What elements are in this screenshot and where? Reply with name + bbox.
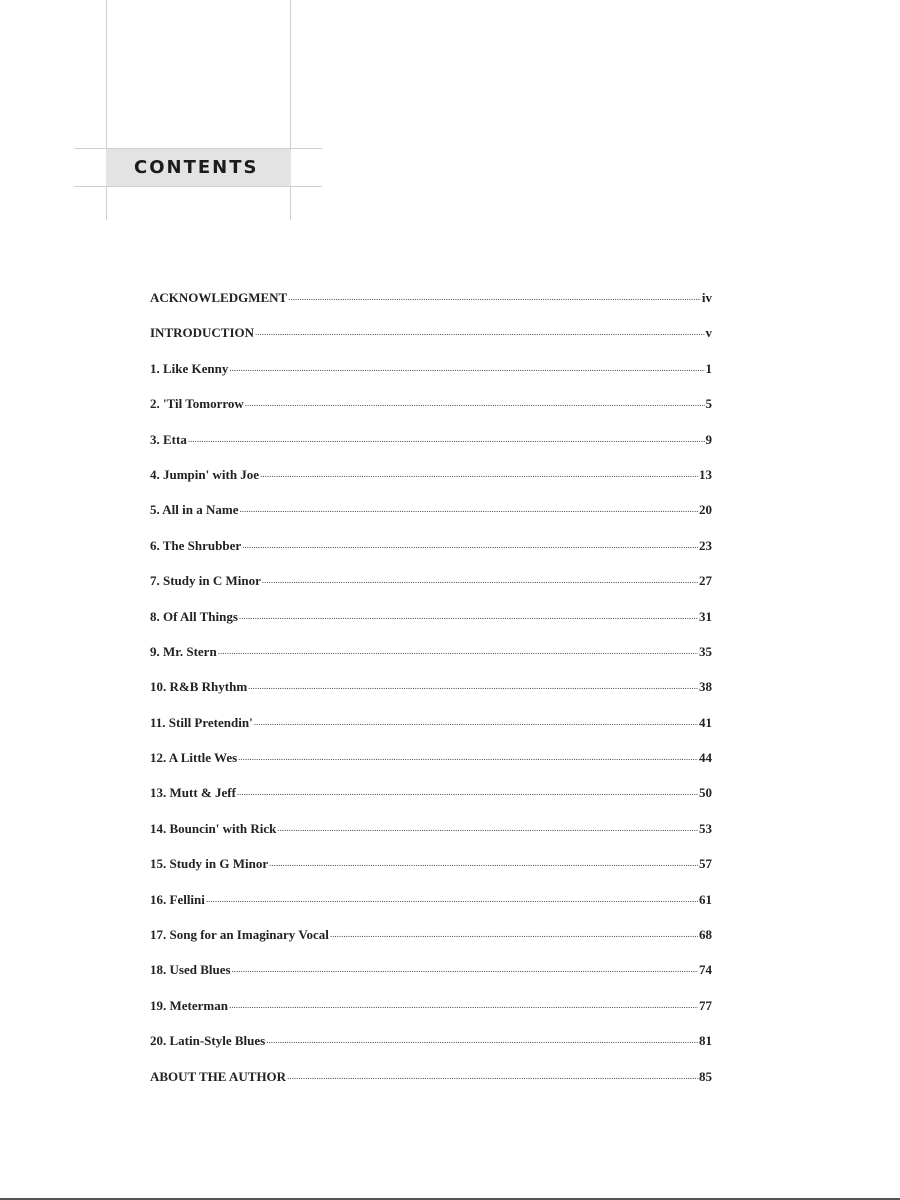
dot-leader (237, 781, 698, 797)
toc-entry-title: 7. Study in C Minor (150, 573, 261, 589)
toc-entry-title: 15. Study in G Minor (150, 856, 269, 872)
toc-entry (150, 392, 712, 427)
toc-entry-page: 5 (705, 396, 712, 412)
toc-entry (150, 428, 712, 463)
toc-entry-title: 20. Latin-Style Blues (150, 1033, 266, 1049)
table-of-contents (150, 286, 712, 1100)
dot-leader (232, 958, 698, 974)
toc-entry-title: 16. Fellini (150, 891, 205, 907)
dot-leader (277, 817, 698, 833)
dot-leader (206, 888, 698, 904)
toc-entry (150, 498, 712, 533)
toc-entry (150, 463, 712, 498)
toc-entry-title: 18. Used Blues (150, 962, 231, 978)
toc-entry-page: 81 (699, 1033, 712, 1049)
toc-entry-title: 12. A Little Wes (150, 750, 238, 766)
toc-entry (150, 357, 712, 392)
dot-leader (269, 852, 698, 868)
toc-entry-page: 20 (699, 502, 712, 518)
toc-entry (150, 321, 712, 356)
toc-entry-page: 13 (699, 466, 712, 482)
toc-entry-title: 3. Etta (150, 431, 187, 447)
dot-leader (262, 569, 698, 585)
crop-line-bottom (74, 186, 322, 187)
toc-entry-page: iv (701, 290, 712, 305)
dot-leader (288, 286, 701, 302)
dot-leader (229, 357, 704, 373)
toc-entry (150, 958, 712, 993)
toc-entry (150, 640, 712, 675)
toc-entry-page: v (705, 325, 712, 341)
dot-leader (287, 1065, 698, 1081)
toc-entry-title: 14. Bouncin' with Rick (150, 820, 277, 836)
toc-entry-page: 31 (699, 608, 712, 624)
toc-entry (150, 711, 712, 746)
toc-entry-page: 35 (699, 643, 712, 659)
dot-leader (266, 1029, 698, 1045)
dot-leader (255, 321, 704, 337)
dot-leader (239, 605, 698, 621)
toc-entry (150, 1065, 712, 1100)
contents-header (0, 0, 330, 230)
toc-entry (150, 1029, 712, 1064)
dot-leader (218, 640, 698, 656)
toc-entry-page: 57 (699, 856, 712, 872)
dot-leader (248, 675, 698, 691)
dot-leader (245, 392, 705, 408)
toc-entry (150, 994, 712, 1029)
toc-entry-title: 10. R&B Rhythm (150, 679, 248, 695)
toc-entry-title: 5. All in a Name (150, 502, 239, 518)
crop-line-left (106, 0, 107, 220)
dot-leader (238, 746, 698, 762)
toc-entry-title: ABOUT THE AUTHOR (150, 1068, 287, 1084)
toc-entry (150, 534, 712, 569)
toc-entry-page: 1 (705, 360, 712, 376)
toc-entry (150, 569, 712, 604)
toc-entry-page: 61 (699, 891, 712, 907)
toc-entry-title: ACKNOWLEDGMENT (150, 290, 288, 305)
toc-entry-title: 4. Jumpin' with Joe (150, 466, 260, 482)
toc-entry (150, 781, 712, 816)
toc-entry-page: 74 (699, 962, 712, 978)
toc-entry-page: 53 (699, 820, 712, 836)
dot-leader (188, 428, 705, 444)
toc-entry-title: 6. The Shrubber (150, 537, 242, 553)
toc-entry (150, 817, 712, 852)
toc-entry-page: 38 (699, 679, 712, 695)
toc-entry-title: 2. 'Til Tomorrow (150, 396, 244, 412)
toc-entry-page: 9 (705, 431, 712, 447)
toc-entry-title: 19. Meterman (150, 997, 228, 1013)
dot-leader (330, 923, 698, 939)
toc-entry-title: INTRODUCTION (150, 325, 255, 341)
toc-entry-title: 11. Still Pretendin' (150, 714, 253, 730)
crop-line-right (290, 0, 291, 220)
dot-leader (242, 534, 698, 550)
toc-entry-page: 23 (699, 537, 712, 553)
toc-entry (150, 923, 712, 958)
toc-entry (150, 852, 712, 887)
toc-entry (150, 746, 712, 781)
dot-leader (239, 498, 698, 514)
toc-entry-page: 44 (699, 750, 712, 766)
toc-entry-page: 77 (699, 997, 712, 1013)
toc-entry (150, 605, 712, 640)
toc-entry-page: 41 (699, 714, 712, 730)
toc-entry (150, 675, 712, 710)
dot-leader (260, 463, 698, 479)
toc-entry (150, 286, 712, 321)
toc-entry-title: 1. Like Kenny (150, 360, 229, 376)
toc-entry-title: 9. Mr. Stern (150, 643, 217, 659)
page-title: CONTENTS (134, 157, 259, 178)
toc-entry-title: 13. Mutt & Jeff (150, 785, 236, 801)
toc-entry-page: 85 (699, 1068, 712, 1084)
toc-entry-page: 68 (699, 927, 712, 943)
toc-entry-title: 17. Song for an Imaginary Vocal (150, 927, 329, 943)
toc-entry-title: 8. Of All Things (150, 608, 238, 624)
toc-entry-page: 50 (699, 785, 712, 801)
toc-entry (150, 888, 712, 923)
dot-leader (229, 994, 698, 1010)
dot-leader (254, 711, 698, 727)
toc-entry-page: 27 (699, 573, 712, 589)
